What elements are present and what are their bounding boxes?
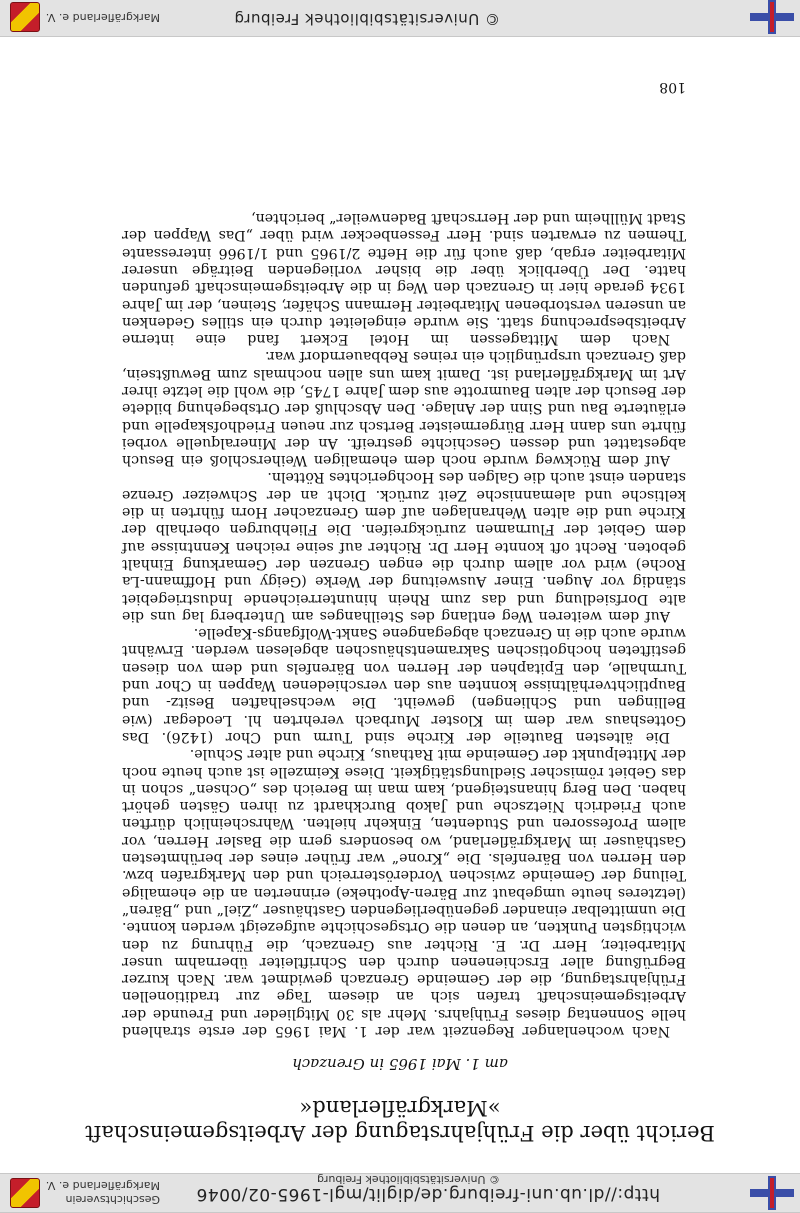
ub-freiburg-logo-icon [750, 0, 794, 34]
bottom-rights-text: © Universitätsbibliothek Freiburg [234, 10, 500, 28]
viewer-bottom-bar [0, 0, 800, 37]
page-number: 108 [659, 79, 686, 95]
paragraph: Nach wochenlanger Regenzeit war der 1. Mai 1965 der erste strahlend helle Sonnentag dieses Frühjahrs. Mehr als 30 Mitglieder und Freunde der Arbeitsgemeinschaft trafen sich an diesem Tage zur traditionellen Frühjahrstagung, die der Gemeinde Grenzach gewidmet war. Nach kurzer Begrüßung aller Erschienenen durch den Schriftleiter übernahm unser Mitarbeiter, Herr Dr. E. Richter aus Grenzach, die Führung zu den wichtigsten Punkten, an denen die Ortsgeschichte aufgezeigt werden konnte. Die unmittelbar einander gegenüberliegenden Gasthäuser „Ziel“ und „Bären“ (letzteres heute umgebaut zur Bären-Apotheke) erinnerten an die ehemalige Teilung der Gemeinde zwischen Vorderösterreich und den Markgrafen bzw. den Herren von Bärenfels. Die „Krone“ war früher eines der berühmtesten Gasthäuser im Markgräflerland, wo besonders gern die Basler Herren, vor allem Professoren und Studenten, Einkehr hielten. Wahrscheinlich dürften auch Friedrich Nietzsche und Jakob Burckhardt zu ihren Gästen gehört haben. Den Berg hinansteigend, kam man im Bereich des „Ochsen“ schon in das Gebiet römischer Siedlungstätigkeit. Diese Keimzelle ist auch heute noch der Mittelpunkt der Gemeinde mit Rathaus, Kirche und alter Schule. [122, 746, 686, 1039]
geschichtsverein-logo-icon [10, 1178, 40, 1208]
ub-freiburg-logo-icon [750, 1176, 794, 1210]
article-title-line1: Bericht über die Frühjahrstagung der Arbeitsgemeinschaft [85, 1121, 715, 1145]
document-url-link[interactable]: http://dl.ub.uni-freiburg.de/diglit/mgl-1965-02/0046 [196, 1184, 660, 1204]
bottom-partner-text: Markgräflerland e. V. [45, 11, 160, 24]
geschichtsverein-logo-icon [10, 2, 40, 32]
document-page [0, 38, 800, 1173]
article-body [122, 209, 686, 1039]
article-subtitle: am 1. Mai 1965 in Grenzach [292, 1055, 508, 1073]
article-title [60, 1095, 740, 1145]
paragraph: Auf dem Rückweg wurde noch dem ehemaligen Weiherschloß ein Besuch abgestattet und dessen Geschichte gestreift. An der Mineralquelle vorbei führte uns dann Herr Bürgermeister Bertsch zur neuen Friedhofskapelle und erläuterte Bau und Sinn der Anlage. Den Abschluß der Ortsbegehung bildete der Besuch der alten Baumrotte aus dem Jahre 1745, die wohl die letzte ihrer Art im Markgräflerland ist. Damit kam uns allen nochmals zum Bewußtsein, daß Grenzach ursprünglich ein reines Rebbauerndorf war. [122, 348, 686, 469]
top-rights-text: © Universitätsbibliothek Freiburg [317, 1173, 500, 1186]
viewer-top-bar [0, 1173, 800, 1213]
paragraph: Die ältesten Bauteile der Kirche sind Turm und Chor (1426). Das Gotteshaus war dem im Kloster Murbach verehrten hl. Leodegar (wie Bellingen und Schliengen) geweiht. Die wechselhaften Besitz- und Bauptlichtverhältnisse konnten aus den verschiedenen Wappen in Chor und Turmhalle, den Epitaphen der Herren von Bärenfels und dem von diesen gestifteten hochgotischen Sakramentshäuschen abgelesen werden. Erwähnt wurde auch die in Grenzach abgegangene Sankt-Wolfgangs-Kapelle. [122, 625, 686, 745]
partner-name-line2: Markgräflerland e. V. [45, 1179, 160, 1192]
partner-name-line1: Geschichtsverein [65, 1193, 160, 1206]
paragraph: Auf dem weiteren Weg entlang des Steilhanges am Unterberg lag uns die alte Dorfsiedlung und das zum Rhein hinunterreichende Industriegebiet ständig vor Augen. Einer Ausweitung der Werke (Geigy und Hoffmann-La Roche) wird vor allem durch die engen Grenzen der Gemarkung Einhalt geboten. Recht oft konnte Herr Dr. Richter auf seine reichen Kenntnisse auf dem Gebiet der Flurnamen zurückgreifen. Die Fliehburgen oberhalb der Kirche und die alten Wehranlagen auf dem Grenzacher Horn führten in die keltische und alemannische Zeit zurück. Dicht an der Schweizer Grenze standen einst auch die Galgen des Hochgerichtes Rötteln. [122, 469, 686, 624]
paragraph: Nach dem Mittagessen im Hotel Eckert fand eine interne Arbeitsbesprechung statt. Sie wurde eingeleitet durch ein stilles Gedenken an unseren verstorbenen Mitarbeiter Hermann Schäfer, Steinen, der im Jahre 1934 gerade hier in Grenzach den Weg in die Arbeitsgemeinschaft gefunden hatte. Der Überblick über die bisher vorliegenden Beiträge unserer Mitarbeiter ergab, daß auch für die Hefte 2/1965 und 1/1966 interessante Themen zu erwarten sind. Herr Fessenbecker wird über „Das Wappen der Stadt Müllheim und der Herrschaft Badenweiler“ berichten, [122, 210, 686, 348]
article-title-line2: »Markgräflerland« [299, 1096, 501, 1120]
